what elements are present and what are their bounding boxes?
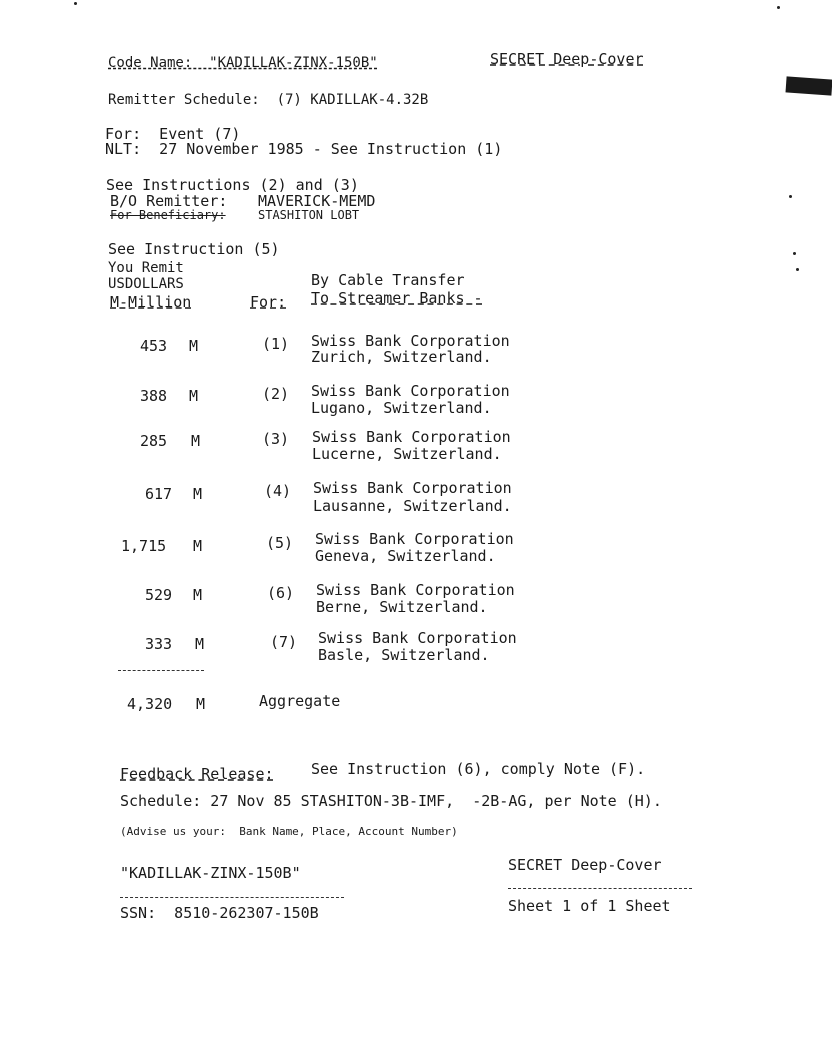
sheet-rule bbox=[508, 888, 692, 889]
ssn: SSN: 8510-262307-150B bbox=[120, 904, 319, 922]
speck bbox=[796, 268, 799, 271]
unit: M bbox=[193, 586, 203, 604]
to-streamer-banks: To Streamer Banks - bbox=[311, 289, 483, 307]
by-cable-transfer: By Cable Transfer bbox=[311, 271, 465, 289]
speck bbox=[74, 2, 77, 5]
bank-name: Swiss Bank Corporation bbox=[316, 581, 515, 599]
for-event: For: Event (7) bbox=[105, 125, 241, 143]
amount: 529 bbox=[145, 586, 173, 604]
ssn-rule bbox=[120, 897, 344, 898]
unit: M bbox=[193, 537, 203, 555]
nlt-line: NLT: 27 November 1985 - See Instruction (1) bbox=[105, 140, 503, 158]
bank-place: Lugano, Switzerland. bbox=[311, 399, 492, 417]
sheet-count: Sheet 1 of 1 Sheet bbox=[508, 897, 671, 915]
row-number: (4) bbox=[264, 482, 292, 500]
redaction-bar bbox=[785, 76, 832, 95]
bank-place: Basle, Switzerland. bbox=[318, 646, 490, 664]
m-million: M-Million bbox=[110, 293, 192, 311]
row-number: (7) bbox=[270, 633, 298, 651]
usdollars: USDOLLARS bbox=[108, 276, 184, 292]
feedback-label: Feedback Release: bbox=[120, 765, 274, 783]
see-instructions: See Instructions (2) and (3) bbox=[106, 176, 359, 194]
row-number: (1) bbox=[262, 335, 290, 353]
you-remit: You Remit bbox=[108, 260, 184, 276]
for-beneficiary-label: For Beneficiary: bbox=[110, 208, 226, 222]
bank-name: Swiss Bank Corporation bbox=[313, 479, 512, 497]
speck bbox=[793, 252, 796, 255]
speck bbox=[789, 195, 792, 198]
for-beneficiary-value: STASHITON LOBT bbox=[258, 208, 360, 222]
for-column-header: For: bbox=[250, 293, 287, 311]
bank-place: Lausanne, Switzerland. bbox=[313, 497, 512, 515]
bo-remitter-label: B/O Remitter: bbox=[110, 192, 228, 210]
unit: M bbox=[193, 485, 203, 503]
aggregate-amount: 4,320 bbox=[127, 695, 173, 713]
bank-place: Berne, Switzerland. bbox=[316, 598, 488, 616]
advise-line: (Advise us your: Bank Name, Place, Account Number) bbox=[120, 825, 458, 838]
footer-code-name: "KADILLAK-ZINX-150B" bbox=[120, 864, 301, 882]
schedule-line: Schedule: 27 Nov 85 STASHITON-3B-IMF, -2B-AG, per Note (H). bbox=[120, 792, 662, 810]
bank-place: Lucerne, Switzerland. bbox=[312, 445, 502, 463]
classification-header: SECRET Deep-Cover bbox=[490, 50, 644, 68]
aggregate-unit: M bbox=[196, 695, 206, 713]
unit: M bbox=[189, 337, 199, 355]
row-number: (2) bbox=[262, 385, 290, 403]
bo-remitter-value: MAVERICK-MEMD bbox=[258, 192, 376, 210]
bank-name: Swiss Bank Corporation bbox=[315, 530, 514, 548]
remitter-schedule: Remitter Schedule: (7) KADILLAK-4.32B bbox=[108, 92, 429, 108]
bank-name: Swiss Bank Corporation bbox=[318, 629, 517, 647]
bank-name: Swiss Bank Corporation bbox=[311, 382, 510, 400]
bank-name: Swiss Bank Corporation bbox=[312, 428, 511, 446]
footer-classification: SECRET Deep-Cover bbox=[508, 856, 662, 874]
bank-place: Zurich, Switzerland. bbox=[311, 348, 492, 366]
row-number: (5) bbox=[266, 534, 294, 552]
aggregate-label: Aggregate bbox=[259, 692, 341, 710]
amount: 617 bbox=[145, 485, 173, 503]
unit: M bbox=[189, 387, 199, 405]
speck bbox=[777, 6, 780, 9]
bank-name: Swiss Bank Corporation bbox=[311, 332, 510, 350]
amount: 1,715 bbox=[121, 537, 167, 555]
code-name-header: Code Name: "KADILLAK-ZINX-150B" bbox=[108, 55, 378, 71]
row-number: (6) bbox=[267, 584, 295, 602]
amount: 333 bbox=[145, 635, 173, 653]
unit: M bbox=[191, 432, 201, 450]
bank-place: Geneva, Switzerland. bbox=[315, 547, 496, 565]
feedback-text: See Instruction (6), comply Note (F). bbox=[311, 760, 646, 778]
unit: M bbox=[195, 635, 205, 653]
row-number: (3) bbox=[262, 430, 290, 448]
subtotal-rule bbox=[118, 670, 204, 671]
amount: 285 bbox=[140, 432, 168, 450]
amount: 453 bbox=[140, 337, 168, 355]
see-instruction-5: See Instruction (5) bbox=[108, 240, 280, 258]
amount: 388 bbox=[140, 387, 168, 405]
